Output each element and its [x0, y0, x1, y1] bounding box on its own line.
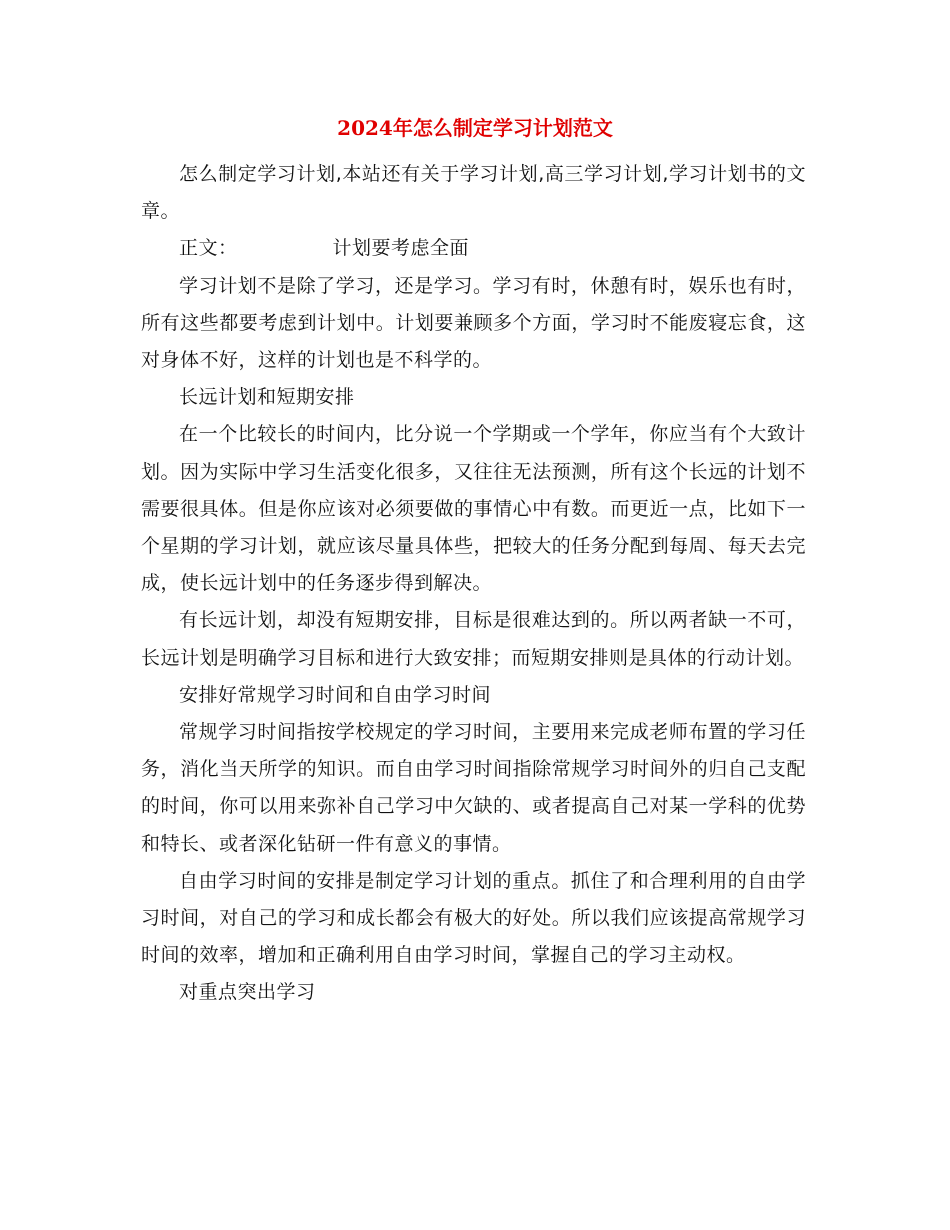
paragraph-4: 常规学习时间指按学校规定的学习时间，主要用来完成老师布置的学习任务，消化当天所学的知识。而自由学习时间指除常规学习时间外的归自己支配的时间，你可以用来弥补自己学习中欠缺的、或者提高自己对某一学科的优势和特长、或者深化钻研一件有意义的事情。	[141, 721, 806, 855]
paragraph-1: 学习计划不是除了学习，还是学习。学习有时，休憩有时，娱乐也有时，所有这些都要考虑到计划中。计划要兼顾多个方面，学习时不能废寝忘食，这对身体不好，这样的计划也是不科学的。	[141, 274, 806, 372]
section-heading-long-short: 长远计划和短期安排	[179, 386, 355, 409]
document-title: 2024年怎么制定学习计划范文	[337, 116, 613, 140]
intro-paragraph: 怎么制定学习计划,本站还有关于学习计划,高三学习计划,学习计划书的文章。	[141, 163, 806, 223]
section-heading-focus: 对重点突出学习	[179, 981, 316, 1004]
paragraph-5: 自由学习时间的安排是制定学习计划的重点。抓住了和合理利用的自由学习时间，对自己的学习和成长都会有极大的好处。所以我们应该提高常规学习时间的效率，增加和正确利用自由学习时间，掌握自己的学习主动权。	[141, 869, 806, 967]
body-label-line	[141, 230, 806, 267]
paragraph-3: 有长远计划，却没有短期安排，目标是很难达到的。所以两者缺一不可，长远计划是明确学习目标和进行大致安排；而短期安排则是具体的行动计划。	[141, 609, 806, 669]
section-heading-study-time: 安排好常规学习时间和自由学习时间	[179, 683, 492, 706]
paragraph-2: 在一个比较长的时间内，比分说一个学期或一个学年，你应当有个大致计划。因为实际中学习生活变化很多，又往往无法预测，所有这个长远的计划不需要很具体。但是你应该对必须要做的事情心中有数。而更近一点，比如下一个星期的学习计划，就应该尽量具体些，把较大的任务分配到每周、每天去完成，使长远计划中的任务逐步得到解决。	[141, 423, 806, 595]
section-heading-comprehensive: 计划要考虑全面	[332, 237, 470, 260]
document-body	[141, 156, 806, 1012]
body-label: 正文：	[179, 237, 238, 260]
